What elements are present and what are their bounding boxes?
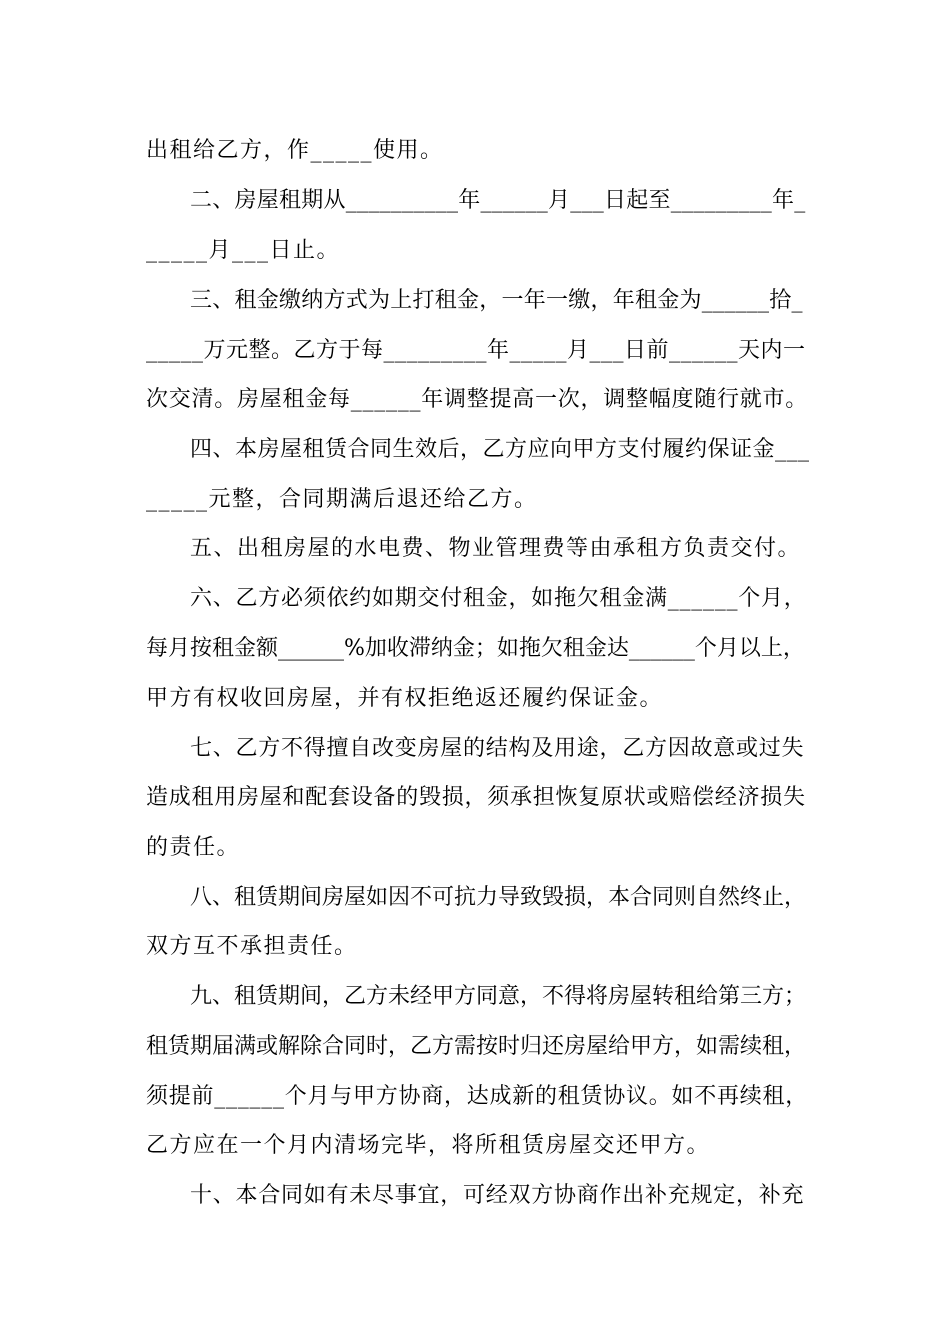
text-line-4: 三、租金缴纳方式为上打租金，一年一缴，年租金为______拾_ [190,288,803,313]
text-line-5: _____万元整。乙方于每_________年_____月___日前______天内一 [146,338,806,363]
text-line-16: 八、租赁期间房屋如因不可抗力导致毁损，本合同则自然终止， [190,885,807,910]
text-line-12: 甲方有权收回房屋，并有权拒绝返还履约保证金。 [146,686,664,711]
text-line-10: 六、乙方必须依约如期交付租金，如拖欠租金满______个月， [190,586,807,611]
text-line-22: 十、本合同如有未尽事宜，可经双方协商作出补充规定，补充 [190,1183,805,1208]
text-line-20: 须提前______个月与甲方协商，达成新的租赁协议。如不再续租， [146,1084,809,1109]
text-line-18: 九、租赁期间，乙方未经甲方同意，不得将房屋转租给第三方； [190,984,807,1009]
text-line-8: _____元整，合同期满后退还给乙方。 [146,487,538,512]
text-line-11: 每月按租金额______%加收滞纳金；如拖欠租金达______个月以上， [146,636,805,661]
text-line-19: 租赁期届满或解除合同时，乙方需按时归还房屋给甲方，如需续租， [146,1034,807,1059]
text-line-2: 二、房屋租期从__________年______月___日起至_________年_ [190,188,806,213]
text-line-13: 七、乙方不得擅自改变房屋的结构及用途，乙方因故意或过失 [190,736,805,761]
text-line-1: 出租给乙方，作_____使用。 [146,138,444,163]
text-line-7: 四、本房屋租赁合同生效后，乙方应向甲方支付履约保证金___ [190,437,810,462]
text-line-14: 造成租用房屋和配套设备的毁损，须承担恢复原状或赔偿经济损失 [146,785,806,810]
text-line-21: 乙方应在一个月内清场完毕，将所租赁房屋交还甲方。 [146,1133,711,1158]
text-line-3: _____月___日止。 [146,238,341,263]
text-line-9: 五、出租房屋的水电费、物业管理费等由承租方负责交付。 [190,536,802,561]
text-line-15: 的责任。 [146,835,241,860]
text-line-17: 双方互不承担责任。 [146,934,358,959]
text-line-6: 次交清。房屋租金每______年调整提高一次，调整幅度随行就市。 [146,387,809,412]
